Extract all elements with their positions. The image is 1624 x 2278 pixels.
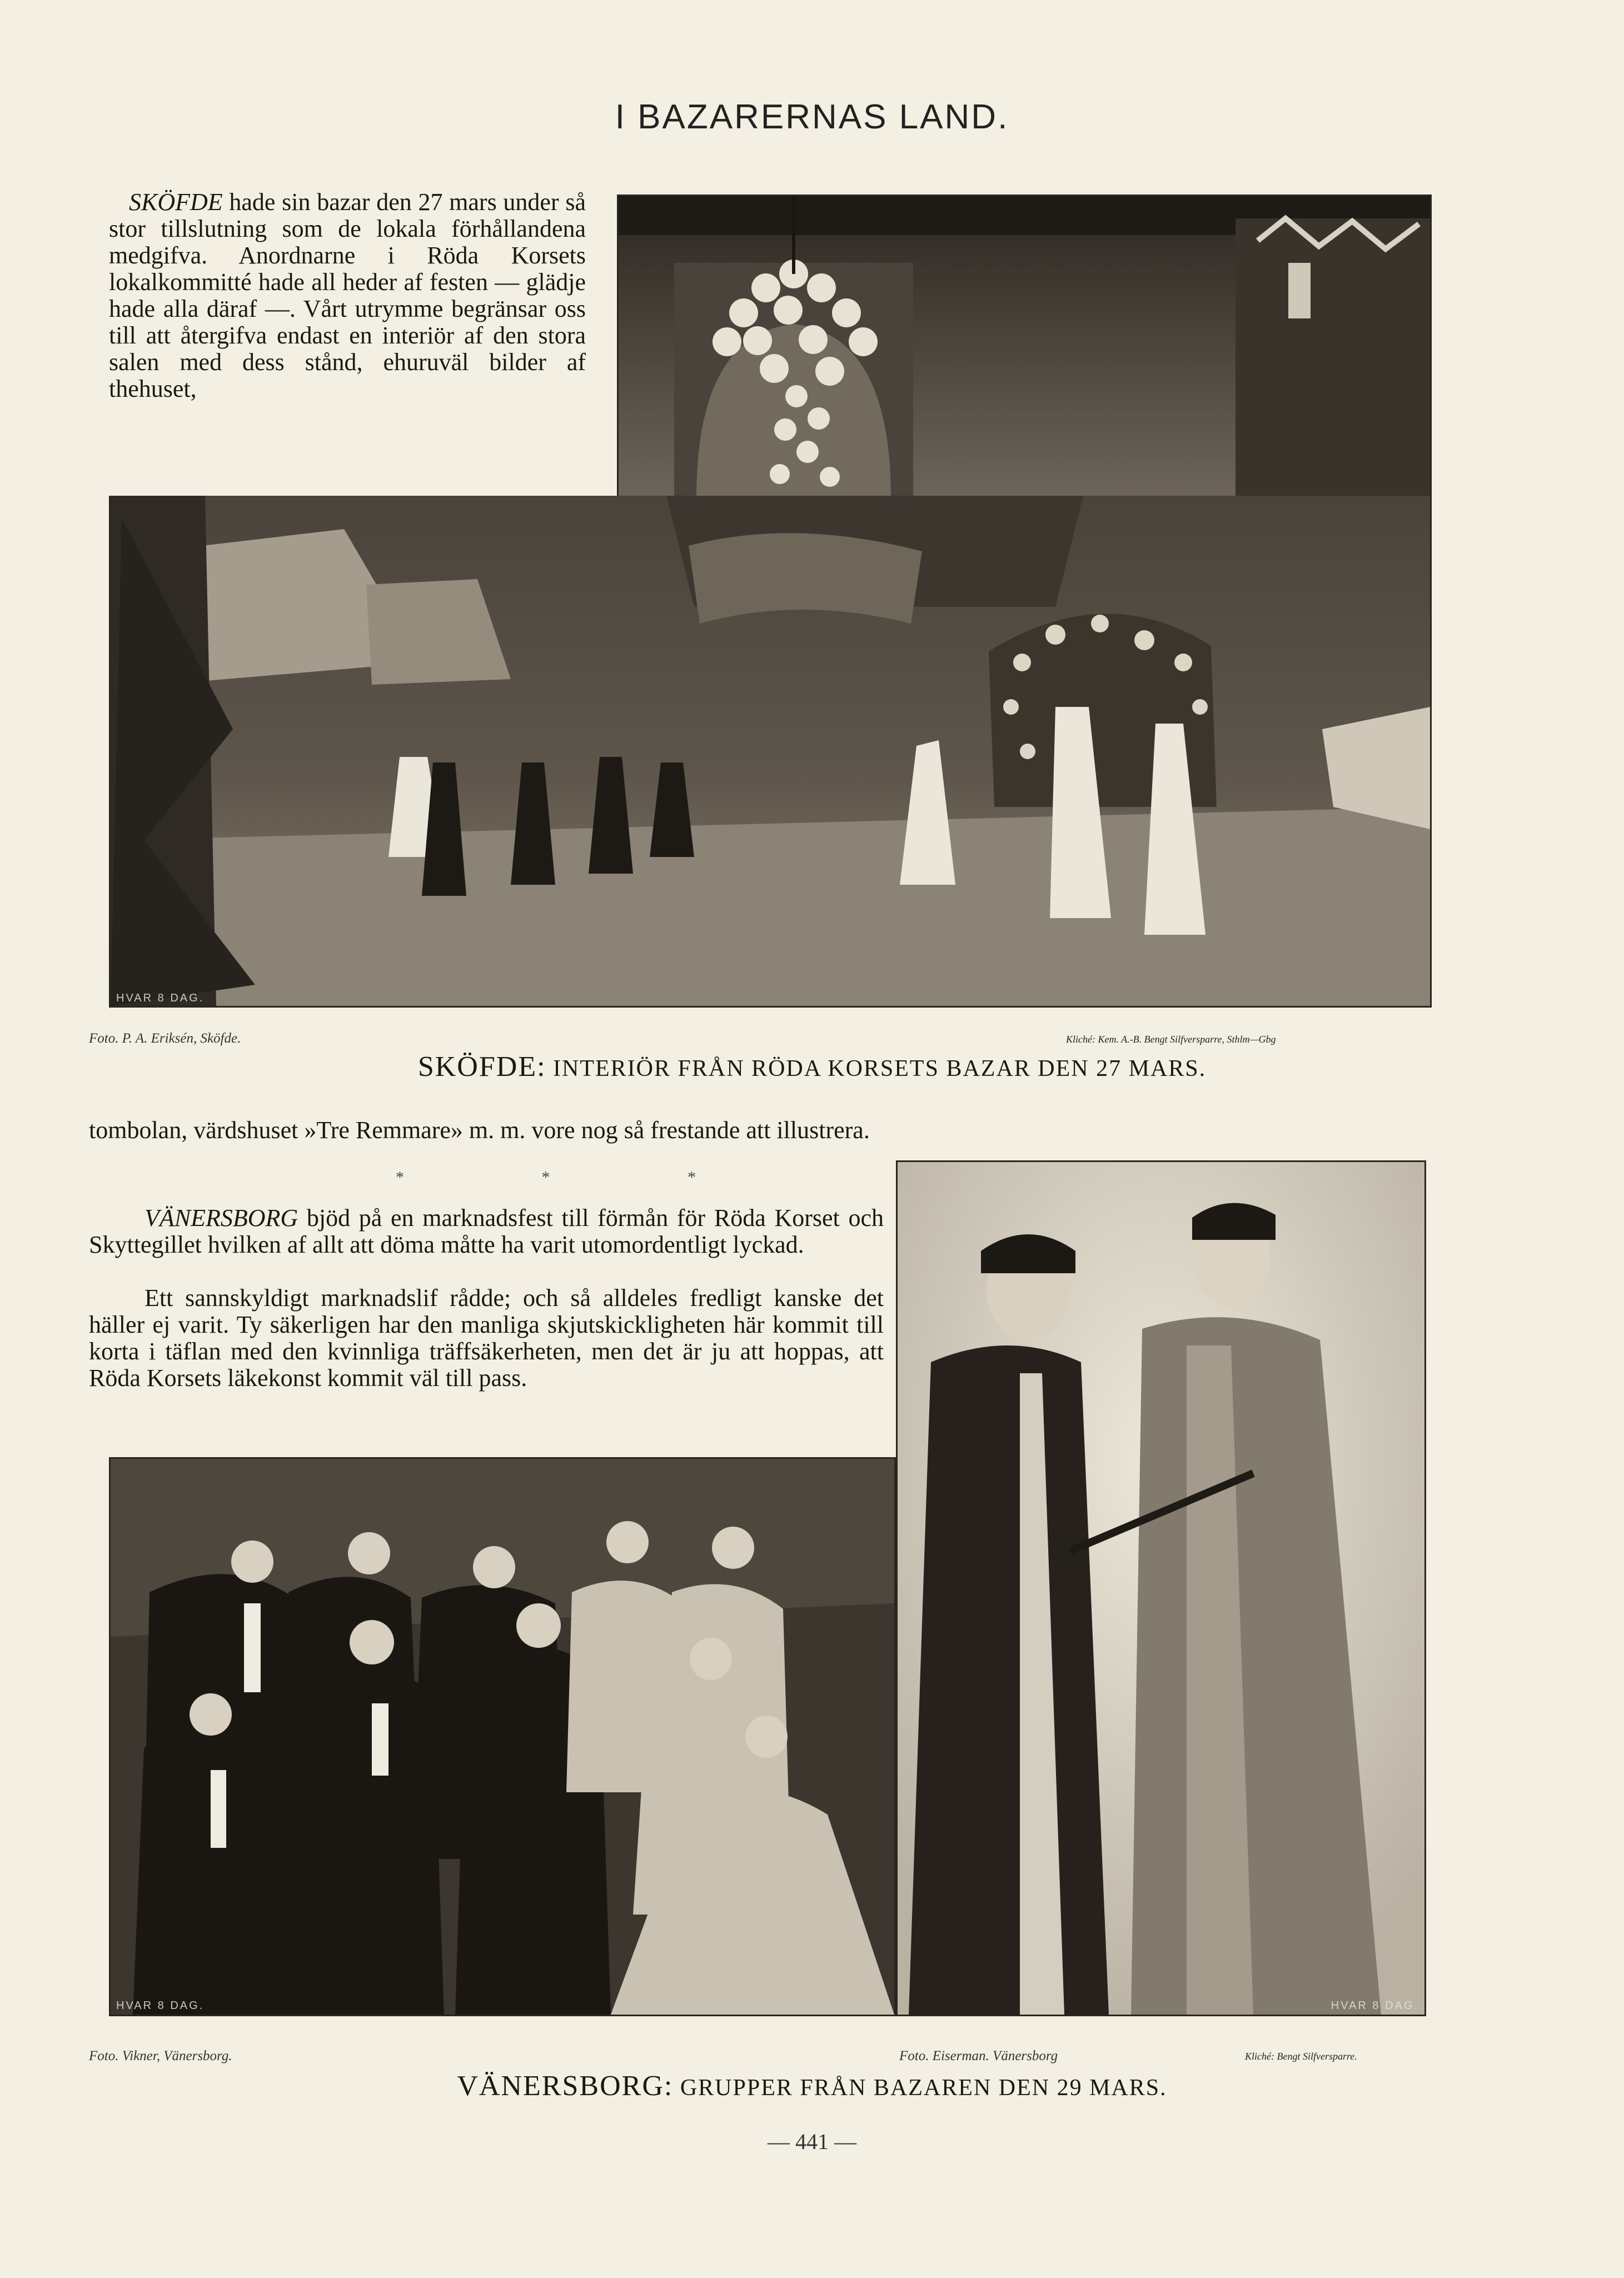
continuation-text: tombolan, värdshuset »Tre Remmare» m. m. vore nog så frestande att illustrera.	[89, 1116, 870, 1144]
cliche-credit: Kliché: Kem. A.-B. Bengt Silfversparre, Sthlm—Gbg	[1066, 1034, 1276, 1045]
intro-paragraph	[109, 189, 586, 402]
two-women-portrait-photo	[896, 1160, 1426, 2016]
photo-credit: Foto. Vikner, Vänersborg.	[89, 2048, 232, 2063]
continuation-paragraph	[89, 1117, 884, 1144]
vanersborg-text-2: Ett sannskyldigt marknadslif rådde; och så alldeles fredligt kanske det häller ej varit. Ty säkerligen har den manliga skjutskickligheten här kommit till korta i täflan med den kvinnliga träffsäkerheten, men det är ju att hoppas, att Röda Korsets läkekonst kommit väl till pass.	[89, 1284, 884, 1392]
page-title: I BAZARERNAS LAND.	[615, 98, 1009, 136]
vanersborg-lead: VÄNERSBORG	[145, 1204, 298, 1232]
bazaar-interior-photo	[617, 195, 1432, 499]
photo-caption	[0, 2070, 1624, 2102]
vanersborg-paragraph-2	[89, 1285, 884, 1392]
section-separator: * * *	[396, 1168, 763, 1187]
photo-caption	[0, 1050, 1624, 1083]
intro-text: hade sin bazar den 27 mars under så stor tillslutning som de lokala förhållandena medgifva. Anordnarne i Röda Korsets lokalkommitté hade all heder af festen — glädje hade alla däraf —. Vårt utrymme begränsar oss till att återgifva endast en interiör af den stora salen med dess stånd, ehuruväl bilder af thehuset,	[109, 188, 586, 402]
photo-credit: Foto. P. A. Eriksén, Sköfde.	[89, 1031, 241, 1046]
caption-text: INTERIÖR FRÅN RÖDA KORSETS BAZAR DEN 27 MARS.	[546, 1056, 1207, 1081]
vanersborg-paragraph-1	[89, 1205, 884, 1258]
photo-stamp: HVAR 8 DAG.	[116, 992, 205, 1004]
photo-stamp: HVAR 8 DAG.	[116, 2000, 205, 2012]
cliche-credit: Kliché: Bengt Silfversparre.	[1245, 2051, 1357, 2062]
caption-text: GRUPPER FRÅN BAZAREN DEN 29 MARS.	[673, 2075, 1167, 2101]
caption-place: SKÖFDE:	[417, 1051, 546, 1083]
photo-credit: Foto. Eiserman. Vänersborg	[899, 2048, 1058, 2063]
vanersborg-text-1: bjöd på en marknadsfest till förmån för Röda Korset och Skyttegillet hvilken af allt att döma måtte ha varit utomordentligt lyckad.	[89, 1204, 884, 1258]
group-portrait-photo	[109, 1457, 896, 2016]
caption-place: VÄNERSBORG:	[457, 2070, 674, 2102]
intro-lead: SKÖFDE	[129, 188, 223, 216]
bazaar-interior-photo-lower	[109, 496, 1432, 1008]
page-number: — 441 —	[768, 2129, 856, 2154]
photo-stamp: HVAR 8 DAG.	[1331, 2000, 1419, 2012]
